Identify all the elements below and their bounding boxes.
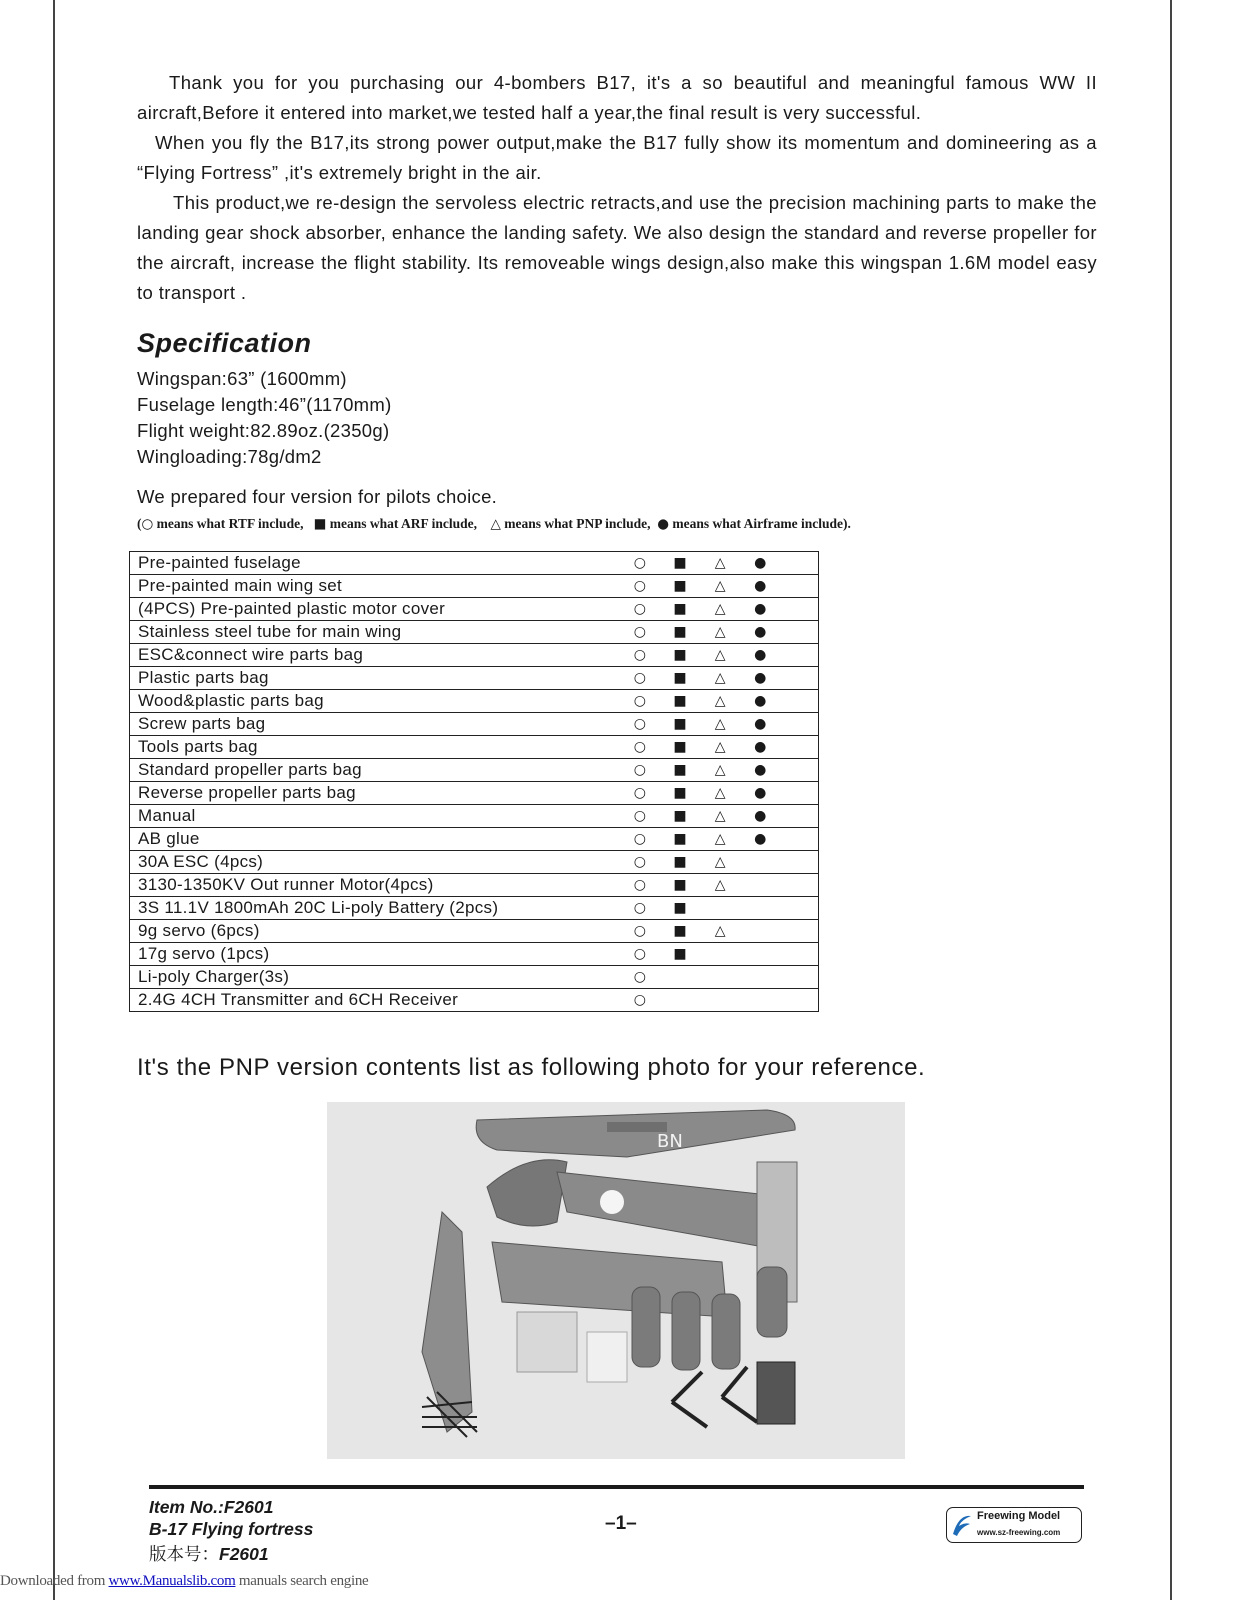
arf-mark: ■ — [660, 759, 700, 782]
rtf-mark: ○ — [620, 966, 660, 989]
arf-mark: ■ — [660, 943, 700, 966]
table-row — [130, 736, 819, 759]
arf-mark: ■ — [660, 851, 700, 874]
arf-mark: ■ — [660, 598, 700, 621]
pnp-mark — [700, 989, 740, 1012]
rtf-legend-text: means what RTF include, — [153, 516, 304, 531]
rtf-mark: ○ — [620, 943, 660, 966]
part-name: 3S 11.1V 1800mAh 20C Li-poly Battery (2pcs) — [130, 897, 620, 920]
rtf-mark: ○ — [620, 644, 660, 667]
logo-name: Freewing Model — [977, 1510, 1061, 1522]
table-row — [130, 782, 819, 805]
legend-paren: ( — [137, 516, 142, 531]
table-row — [130, 966, 819, 989]
airframe-legend-text: means what Airframe include). — [669, 516, 851, 531]
rtf-mark: ○ — [620, 736, 660, 759]
row-spacer — [780, 805, 818, 828]
arf-legend-text: means what ARF include, — [326, 516, 477, 531]
pnp-mark: △ — [700, 874, 740, 897]
rtf-mark: ○ — [620, 575, 660, 598]
table-row — [130, 598, 819, 621]
rtf-mark: ○ — [620, 897, 660, 920]
version-value: F2601 — [219, 1544, 269, 1564]
pnp-mark: △ — [700, 713, 740, 736]
freewing-emblem-icon — [951, 1512, 973, 1538]
table-row — [130, 713, 819, 736]
versions-text: We prepared four version for pilots choice. — [137, 486, 498, 507]
pnp-mark: △ — [700, 575, 740, 598]
rtf-mark: ○ — [620, 851, 660, 874]
part-name: Screw parts bag — [130, 713, 620, 736]
left-margin-line — [53, 0, 55, 1600]
rtf-mark: ○ — [620, 782, 660, 805]
table-row — [130, 667, 819, 690]
airframe-mark — [740, 851, 780, 874]
row-spacer — [780, 575, 818, 598]
airframe-mark: ● — [740, 598, 780, 621]
version-label: 版本号： — [149, 1545, 219, 1565]
airframe-mark: ● — [740, 552, 780, 575]
airframe-mark — [740, 920, 780, 943]
row-spacer — [780, 644, 818, 667]
part-name: 17g servo (1pcs) — [130, 943, 620, 966]
rtf-mark: ○ — [620, 805, 660, 828]
logo-url: www.sz-freewing.com — [977, 1528, 1061, 1537]
rtf-mark: ○ — [620, 690, 660, 713]
rtf-mark: ○ — [620, 874, 660, 897]
airframe-mark: ● — [740, 667, 780, 690]
table-row — [130, 851, 819, 874]
arf-mark: ■ — [660, 621, 700, 644]
table-row — [130, 621, 819, 644]
airframe-mark: ● — [740, 828, 780, 851]
part-name: Li-poly Charger(3s) — [130, 966, 620, 989]
airframe-mark: ● — [740, 575, 780, 598]
arf-mark: ■ — [660, 874, 700, 897]
pnp-mark: △ — [700, 782, 740, 805]
pnp-caption: It's the PNP version contents list as following photo for your reference. — [137, 1054, 926, 1081]
arf-mark: ■ — [660, 828, 700, 851]
download-suffix: manuals search engine — [235, 1573, 369, 1589]
rtf-mark: ○ — [620, 667, 660, 690]
table-row — [130, 828, 819, 851]
table-row — [130, 874, 819, 897]
airframe-mark — [740, 897, 780, 920]
pnp-mark: △ — [700, 828, 740, 851]
part-name: Stainless steel tube for main wing — [130, 621, 620, 644]
pnp-mark: △ — [700, 667, 740, 690]
airframe-mark: ● — [740, 644, 780, 667]
table-row — [130, 759, 819, 782]
row-spacer — [780, 552, 818, 575]
arf-mark: ■ — [660, 736, 700, 759]
row-spacer — [780, 851, 818, 874]
pnp-mark — [700, 966, 740, 989]
parts-table — [129, 551, 819, 1012]
download-notice — [0, 1573, 368, 1590]
part-name: (4PCS) Pre-painted plastic motor cover — [130, 598, 620, 621]
page-number: –1– — [605, 1513, 637, 1534]
part-name: AB glue — [130, 828, 620, 851]
item-number: Item No.:F2601 — [149, 1497, 274, 1517]
spec-flight-weight: Flight weight:82.89oz.(2350g) — [137, 420, 390, 441]
part-name: Plastic parts bag — [130, 667, 620, 690]
arf-symbol: ■ — [313, 516, 327, 532]
pnp-mark: △ — [700, 690, 740, 713]
part-name: Wood&plastic parts bag — [130, 690, 620, 713]
table-row — [130, 552, 819, 575]
part-name: 30A ESC (4pcs) — [130, 851, 620, 874]
rtf-mark: ○ — [620, 598, 660, 621]
fuselage-marking: BN — [657, 1131, 683, 1152]
airframe-mark — [740, 989, 780, 1012]
airframe-mark — [740, 874, 780, 897]
airframe-mark: ● — [740, 621, 780, 644]
rtf-mark: ○ — [620, 713, 660, 736]
part-name: ESC&connect wire parts bag — [130, 644, 620, 667]
row-spacer — [780, 759, 818, 782]
table-row — [130, 943, 819, 966]
right-margin-line — [1170, 0, 1172, 1600]
version-number — [149, 1541, 269, 1566]
kit-parts-illustration — [327, 1102, 905, 1459]
part-name: Manual — [130, 805, 620, 828]
row-spacer — [780, 828, 818, 851]
pnp-mark: △ — [700, 644, 740, 667]
spec-wingspan: Wingspan:63” (1600mm) — [137, 368, 347, 389]
airframe-mark — [740, 966, 780, 989]
airframe-mark — [740, 943, 780, 966]
freewing-logo — [946, 1507, 1082, 1543]
row-spacer — [780, 690, 818, 713]
pnp-mark: △ — [700, 805, 740, 828]
footer-rule — [149, 1485, 1084, 1489]
rtf-mark: ○ — [620, 621, 660, 644]
rtf-mark: ○ — [620, 552, 660, 575]
pnp-mark: △ — [700, 552, 740, 575]
row-spacer — [780, 943, 818, 966]
table-row — [130, 644, 819, 667]
symbol-legend — [137, 516, 851, 532]
intro-text — [137, 68, 1097, 308]
download-prefix: Downloaded from — [0, 1573, 109, 1589]
table-row — [130, 575, 819, 598]
spec-fuselage-length: Fuselage length:46”(1170mm) — [137, 394, 392, 415]
arf-mark: ■ — [660, 713, 700, 736]
model-name: B-17 Flying fortress — [149, 1519, 314, 1539]
arf-mark: ■ — [660, 575, 700, 598]
part-name: Pre-painted main wing set — [130, 575, 620, 598]
intro-paragraph-1: Thank you for you purchasing our 4-bombers B17, it's a so beautiful and meaningful famous WW II aircraft,Before it entered into market,we tested half a year,the final result is very successful. — [137, 72, 1097, 123]
part-name: Pre-painted fuselage — [130, 552, 620, 575]
table-row — [130, 690, 819, 713]
arf-mark: ■ — [660, 644, 700, 667]
table-row — [130, 897, 819, 920]
arf-mark: ■ — [660, 690, 700, 713]
arf-mark: ■ — [660, 667, 700, 690]
row-spacer — [780, 920, 818, 943]
pnp-symbol: △ — [490, 516, 501, 532]
airframe-mark: ● — [740, 759, 780, 782]
spec-wingloading: Wingloading:78g/dm2 — [137, 446, 322, 467]
rtf-mark: ○ — [620, 989, 660, 1012]
specification-list — [137, 366, 392, 470]
part-name: 9g servo (6pcs) — [130, 920, 620, 943]
pnp-legend-text: means what PNP include, — [500, 516, 651, 531]
part-name: 2.4G 4CH Transmitter and 6CH Receiver — [130, 989, 620, 1012]
airframe-mark: ● — [740, 713, 780, 736]
part-name: Standard propeller parts bag — [130, 759, 620, 782]
rtf-mark: ○ — [620, 920, 660, 943]
part-name: 3130-1350KV Out runner Motor(4pcs) — [130, 874, 620, 897]
pnp-mark: △ — [700, 920, 740, 943]
pnp-mark: △ — [700, 851, 740, 874]
specification-heading: Specification — [137, 328, 312, 358]
row-spacer — [780, 989, 818, 1012]
row-spacer — [780, 782, 818, 805]
airframe-mark: ● — [740, 736, 780, 759]
intro-paragraph-3: This product,we re-design the servoless electric retracts,and use the precision machining parts to make the landing gear shock absorber, enhance the landing safety. We also design the standard and reverse propeller for the aircraft, increase the flight stability. Its removeable wings design,also make this wingspan 1.6M model easy to transport . — [137, 192, 1097, 303]
table-row — [130, 920, 819, 943]
pnp-mark: △ — [700, 621, 740, 644]
part-name: Reverse propeller parts bag — [130, 782, 620, 805]
arf-mark: ■ — [660, 552, 700, 575]
manualslib-link[interactable]: www.Manualslib.com — [108, 1573, 236, 1589]
arf-mark: ■ — [660, 782, 700, 805]
rtf-mark: ○ — [620, 759, 660, 782]
table-row — [130, 989, 819, 1012]
arf-mark: ■ — [660, 805, 700, 828]
pnp-mark — [700, 943, 740, 966]
arf-mark — [660, 966, 700, 989]
row-spacer — [780, 736, 818, 759]
rtf-symbol: ○ — [141, 516, 154, 532]
pnp-mark — [700, 897, 740, 920]
pnp-mark: △ — [700, 736, 740, 759]
arf-mark: ■ — [660, 920, 700, 943]
airframe-mark: ● — [740, 690, 780, 713]
airframe-mark: ● — [740, 782, 780, 805]
arf-mark — [660, 989, 700, 1012]
row-spacer — [780, 621, 818, 644]
arf-mark: ■ — [660, 897, 700, 920]
airframe-symbol: ● — [657, 516, 670, 532]
airframe-mark: ● — [740, 805, 780, 828]
row-spacer — [780, 667, 818, 690]
table-row — [130, 805, 819, 828]
rtf-mark: ○ — [620, 828, 660, 851]
row-spacer — [780, 874, 818, 897]
row-spacer — [780, 897, 818, 920]
part-name: Tools parts bag — [130, 736, 620, 759]
pnp-mark: △ — [700, 598, 740, 621]
pnp-mark: △ — [700, 759, 740, 782]
row-spacer — [780, 598, 818, 621]
row-spacer — [780, 713, 818, 736]
pnp-contents-photo — [327, 1102, 905, 1459]
intro-paragraph-2: When you fly the B17,its strong power output,make the B17 fully show its momentum and domineering as a “Flying Fortress” ,it's extremely bright in the air. — [137, 132, 1097, 183]
row-spacer — [780, 966, 818, 989]
